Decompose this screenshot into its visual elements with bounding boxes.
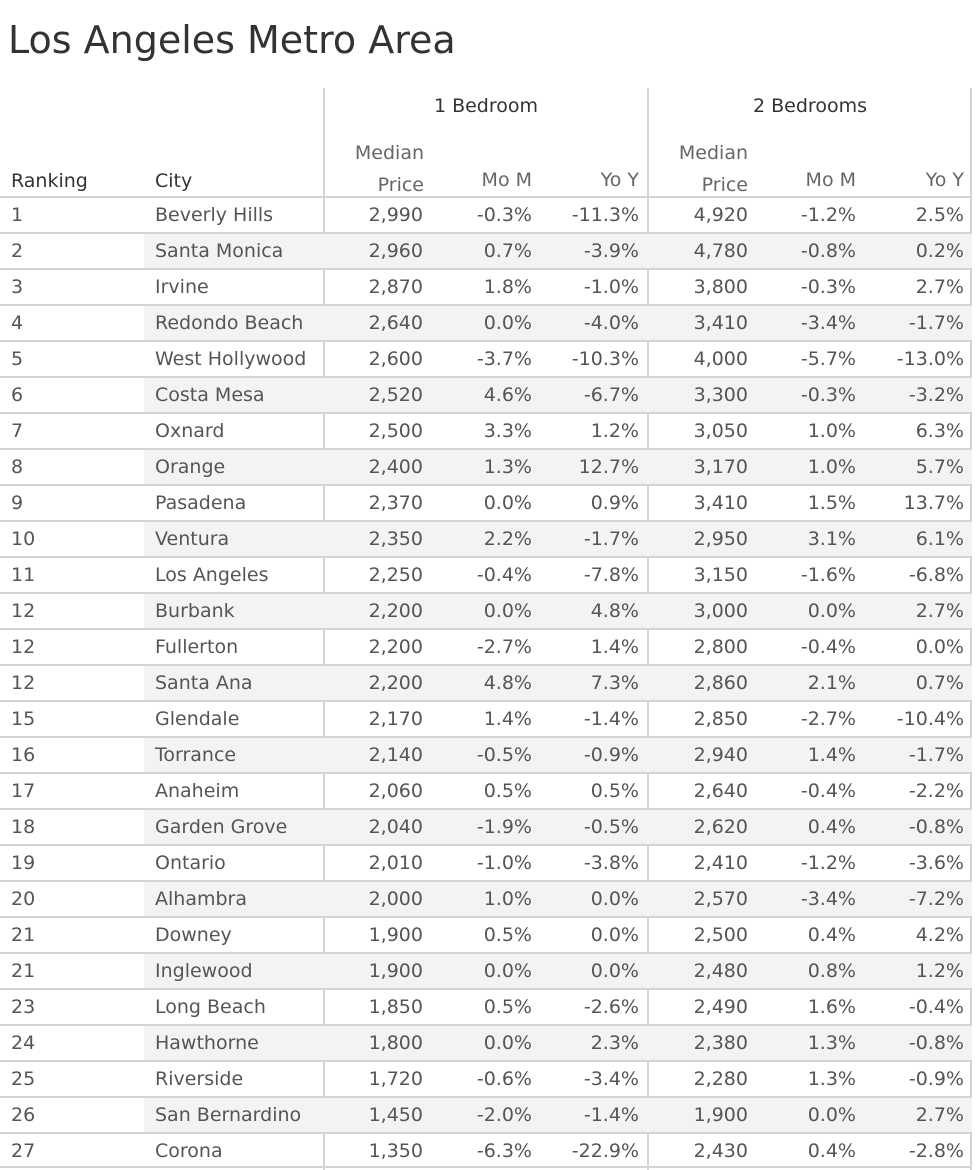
cell-city: Orange: [155, 456, 226, 478]
column-header-yoy-2: Yo Y: [925, 169, 964, 191]
cell-1br-mom: 0.5%: [483, 924, 532, 946]
cell-1br-yoy: -0.5%: [583, 816, 639, 838]
cell-1br-price: 2,870: [368, 276, 423, 298]
cell-2br-yoy: -0.4%: [908, 996, 964, 1018]
cell-2br-yoy: 0.2%: [915, 240, 964, 262]
cell-2br-mom: -0.8%: [800, 240, 856, 262]
cell-rank: 4: [11, 312, 24, 334]
cell-1br-mom: 0.5%: [483, 996, 532, 1018]
cell-2br-price: 4,920: [693, 204, 748, 226]
table-row: [0, 916, 972, 952]
table-row: [0, 844, 972, 880]
cell-1br-yoy: -3.9%: [583, 240, 639, 262]
cell-rank: 17: [11, 780, 36, 802]
cell-city: Pasadena: [155, 492, 247, 514]
cell-2br-mom: -5.7%: [800, 348, 856, 370]
column-header-median-1: Median Price: [354, 142, 424, 196]
cell-2br-mom: -0.4%: [800, 636, 856, 658]
cell-city: Oxnard: [155, 420, 225, 442]
cell-2br-mom: 1.5%: [807, 492, 856, 514]
cell-2br-yoy: 2.7%: [915, 1104, 964, 1126]
cell-2br-price: 2,950: [693, 528, 748, 550]
cell-2br-yoy: 5.7%: [915, 456, 964, 478]
cell-rank: 11: [11, 564, 36, 586]
cell-city: Garden Grove: [155, 816, 288, 838]
table-row: [0, 664, 972, 700]
cell-city: Costa Mesa: [155, 384, 265, 406]
cell-2br-price: 2,380: [693, 1032, 748, 1054]
cell-1br-yoy: 0.9%: [590, 492, 639, 514]
cell-1br-yoy: -3.8%: [583, 852, 639, 874]
cell-rank: 24: [11, 1032, 36, 1054]
cell-2br-price: 2,280: [693, 1068, 748, 1090]
cell-1br-mom: 1.0%: [483, 888, 532, 910]
column-header-median-2: Median Price: [678, 142, 748, 196]
group-header-1-bedroom: 1 Bedroom: [433, 95, 539, 117]
table-row: [0, 772, 972, 808]
cell-rank: 12: [11, 672, 36, 694]
cell-1br-yoy: -4.0%: [583, 312, 639, 334]
cell-1br-mom: 0.5%: [483, 780, 532, 802]
cell-rank: 18: [11, 816, 36, 838]
cell-1br-price: 2,400: [368, 456, 423, 478]
cell-1br-price: 2,000: [368, 888, 423, 910]
cell-2br-price: 3,300: [693, 384, 748, 406]
table-row: [0, 196, 972, 232]
cell-city: Ontario: [155, 852, 226, 874]
cell-2br-mom: 0.8%: [807, 960, 856, 982]
cell-1br-mom: 4.8%: [483, 672, 532, 694]
cell-1br-mom: -0.6%: [476, 1068, 532, 1090]
cell-2br-price: 3,410: [693, 492, 748, 514]
cell-1br-price: 1,900: [368, 924, 423, 946]
cell-city: Irvine: [155, 276, 209, 298]
cell-2br-yoy: 6.3%: [915, 420, 964, 442]
cell-1br-mom: -1.0%: [476, 852, 532, 874]
cell-city: Santa Ana: [155, 672, 253, 694]
cell-2br-price: 3,170: [693, 456, 748, 478]
cell-rank: 19: [11, 852, 36, 874]
cell-city: Anaheim: [155, 780, 240, 802]
cell-city: Hawthorne: [155, 1032, 259, 1054]
cell-1br-mom: -2.0%: [476, 1104, 532, 1126]
cell-1br-yoy: -7.8%: [583, 564, 639, 586]
cell-rank: 21: [11, 960, 36, 982]
cell-1br-yoy: -3.4%: [583, 1068, 639, 1090]
cell-2br-price: 3,050: [693, 420, 748, 442]
cell-city: Torrance: [155, 744, 237, 766]
cell-2br-yoy: -3.6%: [908, 852, 964, 874]
cell-2br-yoy: 2.7%: [915, 600, 964, 622]
cell-2br-yoy: -13.0%: [896, 348, 964, 370]
cell-1br-yoy: 2.3%: [590, 1032, 639, 1054]
cell-2br-yoy: 4.2%: [915, 924, 964, 946]
cell-2br-price: 2,480: [693, 960, 748, 982]
cell-1br-price: 2,960: [368, 240, 423, 262]
cell-1br-yoy: 4.8%: [590, 600, 639, 622]
cell-1br-yoy: -1.4%: [583, 1104, 639, 1126]
table-row: [0, 700, 972, 736]
table-row: [0, 376, 972, 412]
cell-1br-price: 2,640: [368, 312, 423, 334]
cell-2br-mom: -1.2%: [800, 852, 856, 874]
cell-city: Corona: [155, 1140, 223, 1162]
cell-rank: 26: [11, 1104, 36, 1126]
table-row: [0, 232, 972, 268]
cell-rank: 6: [11, 384, 24, 406]
cell-2br-yoy: -1.7%: [908, 744, 964, 766]
cell-2br-yoy: -0.8%: [908, 816, 964, 838]
cell-1br-yoy: -11.3%: [571, 204, 639, 226]
cell-city: Riverside: [155, 1068, 244, 1090]
cell-2br-yoy: -1.7%: [908, 312, 964, 334]
column-header-city: City: [155, 170, 193, 192]
cell-2br-mom: 0.0%: [807, 1104, 856, 1126]
cell-city: Inglewood: [155, 960, 253, 982]
table-row: [0, 808, 972, 844]
cell-2br-price: 2,940: [693, 744, 748, 766]
cell-rank: 20: [11, 888, 36, 910]
cell-1br-yoy: -1.7%: [583, 528, 639, 550]
cell-2br-mom: 0.4%: [807, 1140, 856, 1162]
cell-city: Downey: [155, 924, 232, 946]
cell-city: Santa Monica: [155, 240, 284, 262]
cell-rank: 7: [11, 420, 24, 442]
cell-1br-yoy: 0.0%: [590, 924, 639, 946]
cell-city: Fullerton: [155, 636, 239, 658]
cell-city: West Hollywood: [155, 348, 307, 370]
cell-1br-price: 2,990: [368, 204, 423, 226]
table-row: [0, 268, 972, 304]
cell-1br-mom: 0.0%: [483, 492, 532, 514]
cell-city: Glendale: [155, 708, 240, 730]
table-row: [0, 628, 972, 664]
cell-1br-mom: 1.8%: [483, 276, 532, 298]
cell-rank: 23: [11, 996, 36, 1018]
cell-1br-mom: 0.0%: [483, 960, 532, 982]
cell-2br-yoy: 1.2%: [915, 960, 964, 982]
cell-rank: 5: [11, 348, 24, 370]
cell-1br-yoy: -22.9%: [571, 1140, 639, 1162]
cell-rank: 27: [11, 1140, 36, 1162]
cell-2br-mom: 0.4%: [807, 924, 856, 946]
cell-city: Redondo Beach: [155, 312, 304, 334]
cell-1br-yoy: -1.4%: [583, 708, 639, 730]
cell-2br-yoy: -0.9%: [908, 1068, 964, 1090]
page-title: Los Angeles Metro Area: [8, 18, 456, 62]
cell-2br-price: 2,410: [693, 852, 748, 874]
cell-1br-yoy: -6.7%: [583, 384, 639, 406]
cell-1br-mom: -1.9%: [476, 816, 532, 838]
table-row: [0, 520, 972, 556]
cell-1br-yoy: 7.3%: [590, 672, 639, 694]
cell-1br-mom: 0.0%: [483, 1032, 532, 1054]
cell-2br-mom: 1.3%: [807, 1068, 856, 1090]
cell-2br-mom: -1.6%: [800, 564, 856, 586]
column-header-ranking: Ranking: [11, 170, 88, 192]
cell-2br-price: 2,430: [693, 1140, 748, 1162]
cell-1br-mom: -0.3%: [476, 204, 532, 226]
cell-1br-price: 2,200: [368, 672, 423, 694]
cell-1br-yoy: 0.0%: [590, 888, 639, 910]
cell-2br-mom: 1.0%: [807, 420, 856, 442]
cell-rank: 12: [11, 600, 36, 622]
cell-2br-yoy: -10.4%: [896, 708, 964, 730]
cell-1br-price: 2,010: [368, 852, 423, 874]
cell-1br-price: 2,200: [368, 636, 423, 658]
cell-2br-mom: -0.4%: [800, 780, 856, 802]
cell-1br-price: 1,900: [368, 960, 423, 982]
cell-1br-yoy: 1.4%: [590, 636, 639, 658]
cell-rank: 10: [11, 528, 36, 550]
cell-city: Ventura: [155, 528, 230, 550]
cell-rank: 8: [11, 456, 24, 478]
cell-2br-price: 2,800: [693, 636, 748, 658]
cell-city: Beverly Hills: [155, 204, 274, 226]
cell-2br-mom: -0.3%: [800, 276, 856, 298]
cell-2br-price: 2,860: [693, 672, 748, 694]
cell-1br-yoy: 0.5%: [590, 780, 639, 802]
cell-1br-price: 1,350: [368, 1140, 423, 1162]
cell-2br-mom: -2.7%: [800, 708, 856, 730]
table-row: [0, 592, 972, 628]
cell-2br-yoy: -2.8%: [908, 1140, 964, 1162]
cell-2br-mom: -1.2%: [800, 204, 856, 226]
cell-2br-mom: -0.3%: [800, 384, 856, 406]
cell-1br-price: 1,850: [368, 996, 423, 1018]
cell-2br-yoy: 6.1%: [915, 528, 964, 550]
cell-2br-price: 3,000: [693, 600, 748, 622]
cell-1br-price: 1,800: [368, 1032, 423, 1054]
table-row: [0, 484, 972, 520]
cell-2br-price: 2,850: [693, 708, 748, 730]
cell-2br-price: 2,490: [693, 996, 748, 1018]
cell-rank: 1: [11, 204, 24, 226]
cell-1br-price: 1,720: [368, 1068, 423, 1090]
cell-rank: 12: [11, 636, 36, 658]
cell-1br-price: 2,170: [368, 708, 423, 730]
cell-2br-yoy: -3.2%: [908, 384, 964, 406]
table-row: [0, 448, 972, 484]
table-row: [0, 412, 972, 448]
cell-1br-mom: 0.0%: [483, 312, 532, 334]
cell-1br-mom: -0.4%: [476, 564, 532, 586]
cell-rank: 25: [11, 1068, 36, 1090]
cell-1br-price: 2,500: [368, 420, 423, 442]
table-row: [0, 952, 972, 988]
cell-1br-price: 2,040: [368, 816, 423, 838]
cell-2br-price: 1,900: [693, 1104, 748, 1126]
cell-2br-yoy: 0.0%: [915, 636, 964, 658]
table-row: [0, 1060, 972, 1096]
table-row: [0, 1132, 972, 1168]
cell-1br-price: 2,250: [368, 564, 423, 586]
cell-2br-mom: 2.1%: [807, 672, 856, 694]
cell-1br-price: 2,520: [368, 384, 423, 406]
column-header-mom-1: Mo M: [481, 169, 532, 191]
cell-2br-mom: -3.4%: [800, 888, 856, 910]
cell-city: San Bernardino: [155, 1104, 302, 1126]
cell-2br-mom: 1.3%: [807, 1032, 856, 1054]
cell-1br-mom: 0.0%: [483, 600, 532, 622]
cell-2br-yoy: 13.7%: [903, 492, 964, 514]
cell-1br-mom: 1.3%: [483, 456, 532, 478]
cell-2br-price: 4,780: [693, 240, 748, 262]
cell-rank: 9: [11, 492, 24, 514]
table-row: [0, 988, 972, 1024]
cell-1br-yoy: -0.9%: [583, 744, 639, 766]
cell-1br-price: 2,370: [368, 492, 423, 514]
cell-1br-mom: 0.7%: [483, 240, 532, 262]
cell-1br-yoy: -2.6%: [583, 996, 639, 1018]
cell-1br-price: 2,060: [368, 780, 423, 802]
cell-rank: 16: [11, 744, 36, 766]
cell-1br-price: 2,140: [368, 744, 423, 766]
cell-1br-yoy: -1.0%: [583, 276, 639, 298]
table-bottom-border: [0, 1166, 972, 1168]
cell-1br-mom: 3.3%: [483, 420, 532, 442]
cell-1br-price: 2,350: [368, 528, 423, 550]
cell-rank: 2: [11, 240, 24, 262]
cell-rank: 3: [11, 276, 24, 298]
cell-2br-yoy: 0.7%: [915, 672, 964, 694]
cell-rank: 15: [11, 708, 36, 730]
cell-2br-price: 2,640: [693, 780, 748, 802]
column-header-yoy-1: Yo Y: [600, 169, 639, 191]
cell-1br-mom: -0.5%: [476, 744, 532, 766]
cell-rank: 21: [11, 924, 36, 946]
cell-1br-yoy: 1.2%: [590, 420, 639, 442]
cell-2br-price: 2,620: [693, 816, 748, 838]
cell-2br-yoy: 2.7%: [915, 276, 964, 298]
cell-2br-mom: 1.0%: [807, 456, 856, 478]
cell-2br-mom: 1.4%: [807, 744, 856, 766]
table-row: [0, 304, 972, 340]
table-row: [0, 736, 972, 772]
cell-city: Alhambra: [155, 888, 247, 910]
table-row: [0, 340, 972, 376]
cell-1br-mom: -2.7%: [476, 636, 532, 658]
cell-1br-mom: 2.2%: [483, 528, 532, 550]
cell-1br-price: 1,450: [368, 1104, 423, 1126]
cell-1br-yoy: 12.7%: [578, 456, 639, 478]
cell-2br-price: 3,800: [693, 276, 748, 298]
cell-2br-price: 4,000: [693, 348, 748, 370]
table-row: [0, 1096, 972, 1132]
table-row: [0, 556, 972, 592]
cell-1br-mom: 1.4%: [483, 708, 532, 730]
cell-1br-mom: -6.3%: [476, 1140, 532, 1162]
cell-1br-yoy: -10.3%: [571, 348, 639, 370]
cell-city: Burbank: [155, 600, 235, 622]
cell-1br-price: 2,200: [368, 600, 423, 622]
cell-2br-yoy: -6.8%: [908, 564, 964, 586]
cell-1br-mom: 4.6%: [483, 384, 532, 406]
cell-2br-mom: -3.4%: [800, 312, 856, 334]
cell-2br-mom: 0.4%: [807, 816, 856, 838]
cell-1br-mom: -3.7%: [476, 348, 532, 370]
table-row: [0, 880, 972, 916]
cell-2br-price: 3,150: [693, 564, 748, 586]
cell-2br-mom: 3.1%: [807, 528, 856, 550]
cell-1br-price: 2,600: [368, 348, 423, 370]
group-header-2-bedrooms: 2 Bedrooms: [753, 95, 867, 117]
cell-2br-price: 2,500: [693, 924, 748, 946]
column-header-mom-2: Mo M: [805, 169, 856, 191]
cell-2br-price: 3,410: [693, 312, 748, 334]
cell-2br-yoy: -2.2%: [908, 780, 964, 802]
cell-2br-yoy: 2.5%: [915, 204, 964, 226]
cell-1br-yoy: 0.0%: [590, 960, 639, 982]
table-row: [0, 1024, 972, 1060]
cell-2br-yoy: -0.8%: [908, 1032, 964, 1054]
cell-2br-mom: 1.6%: [807, 996, 856, 1018]
cell-city: Los Angeles: [155, 564, 269, 586]
cell-2br-yoy: -7.2%: [908, 888, 964, 910]
cell-city: Long Beach: [155, 996, 266, 1018]
cell-2br-mom: 0.0%: [807, 600, 856, 622]
cell-2br-price: 2,570: [693, 888, 748, 910]
